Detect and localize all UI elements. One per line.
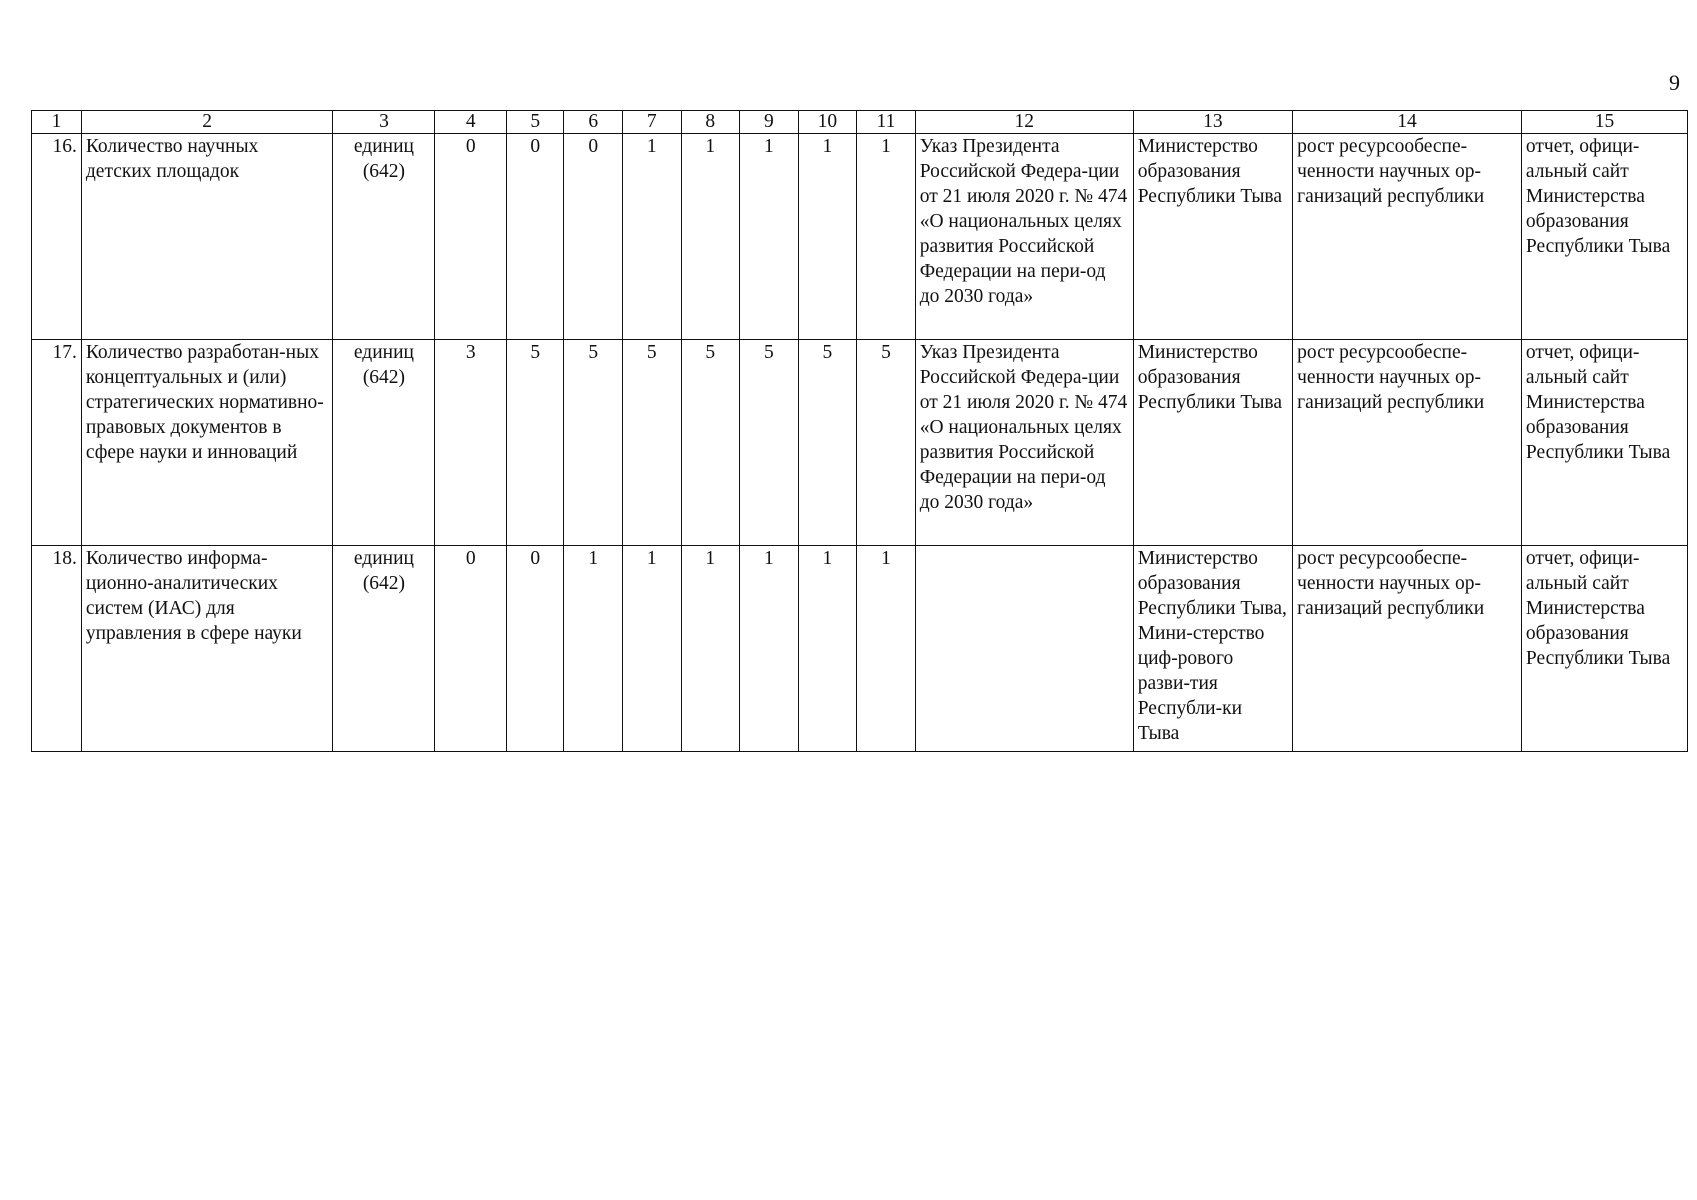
responsible: Министерство образования Республики Тыва xyxy=(1133,134,1292,340)
unit: единиц (642) xyxy=(333,546,435,752)
header-cell: 6 xyxy=(564,111,623,134)
value-cell: 0 xyxy=(564,134,623,340)
header-cell: 5 xyxy=(506,111,563,134)
value-cell: 1 xyxy=(622,134,681,340)
value-cell: 5 xyxy=(740,340,799,546)
header-cell: 4 xyxy=(435,111,507,134)
value-cell: 1 xyxy=(740,546,799,752)
value-cell: 1 xyxy=(857,134,916,340)
row-number: 16. xyxy=(32,134,82,340)
value-cell: 1 xyxy=(798,134,857,340)
value-cell: 0 xyxy=(506,134,563,340)
header-cell: 12 xyxy=(915,111,1133,134)
responsible: Министерство образования Республики Тыва, Мини-стерство циф-рового разви-тия Республи-ки Тыва xyxy=(1133,546,1292,752)
row-number: 17. xyxy=(32,340,82,546)
value-cell: 1 xyxy=(798,546,857,752)
expected-result: рост ресурсообеспе-ченности научных ор-ганизаций республики xyxy=(1293,134,1522,340)
info-source: отчет, офици-альный сайт Министерства образования Республики Тыва xyxy=(1521,340,1687,546)
legal-basis: Указ Президента Российской Федера-ции от 21 июля 2020 г. № 474 «О национальных целях развития Российской Федерации на пери-од до 2030 года» xyxy=(915,134,1133,340)
header-cell: 8 xyxy=(681,111,740,134)
unit: единиц (642) xyxy=(333,134,435,340)
value-cell: 0 xyxy=(435,546,507,752)
legal-basis: Указ Президента Российской Федера-ции от 21 июля 2020 г. № 474 «О национальных целях развития Российской Федерации на пери-од до 2030 года» xyxy=(915,340,1133,546)
value-cell: 5 xyxy=(681,340,740,546)
header-cell: 9 xyxy=(740,111,799,134)
indicator-name: Количество информа-ционно-аналитических систем (ИАС) для управления в сфере науки xyxy=(81,546,333,752)
table-row xyxy=(32,134,1688,340)
value-cell: 0 xyxy=(435,134,507,340)
value-cell: 3 xyxy=(435,340,507,546)
value-cell: 1 xyxy=(681,134,740,340)
responsible: Министерство образования Республики Тыва xyxy=(1133,340,1292,546)
value-cell: 1 xyxy=(564,546,623,752)
header-cell: 15 xyxy=(1521,111,1687,134)
indicator-name: Количество научных детских площадок xyxy=(81,134,333,340)
indicator-name: Количество разработан-ных концептуальных и (или) стратегических нормативно-правовых документов в сфере науки и инноваций xyxy=(81,340,333,546)
table-row xyxy=(32,340,1688,546)
header-cell: 14 xyxy=(1293,111,1522,134)
value-cell: 5 xyxy=(798,340,857,546)
expected-result: рост ресурсообеспе-ченности научных ор-ганизаций республики xyxy=(1293,546,1522,752)
unit: единиц (642) xyxy=(333,340,435,546)
value-cell: 5 xyxy=(564,340,623,546)
value-cell: 5 xyxy=(857,340,916,546)
header-row xyxy=(32,111,1688,134)
value-cell: 0 xyxy=(506,546,563,752)
header-cell: 1 xyxy=(32,111,82,134)
expected-result: рост ресурсообеспе-ченности научных ор-ганизаций республики xyxy=(1293,340,1522,546)
header-cell: 3 xyxy=(333,111,435,134)
value-cell: 1 xyxy=(622,546,681,752)
value-cell: 1 xyxy=(681,546,740,752)
header-cell: 11 xyxy=(857,111,916,134)
table-row xyxy=(32,546,1688,752)
value-cell: 1 xyxy=(857,546,916,752)
page-number: 9 xyxy=(1669,70,1680,95)
header-cell: 13 xyxy=(1133,111,1292,134)
value-cell: 1 xyxy=(740,134,799,340)
header-cell: 2 xyxy=(81,111,333,134)
info-source: отчет, офици-альный сайт Министерства образования Республики Тыва xyxy=(1521,546,1687,752)
info-source: отчет, офици-альный сайт Министерства образования Республики Тыва xyxy=(1521,134,1687,340)
row-number: 18. xyxy=(32,546,82,752)
header-cell: 10 xyxy=(798,111,857,134)
header-cell: 7 xyxy=(622,111,681,134)
value-cell: 5 xyxy=(622,340,681,546)
value-cell: 5 xyxy=(506,340,563,546)
indicators-table xyxy=(31,110,1688,752)
legal-basis xyxy=(915,546,1133,752)
